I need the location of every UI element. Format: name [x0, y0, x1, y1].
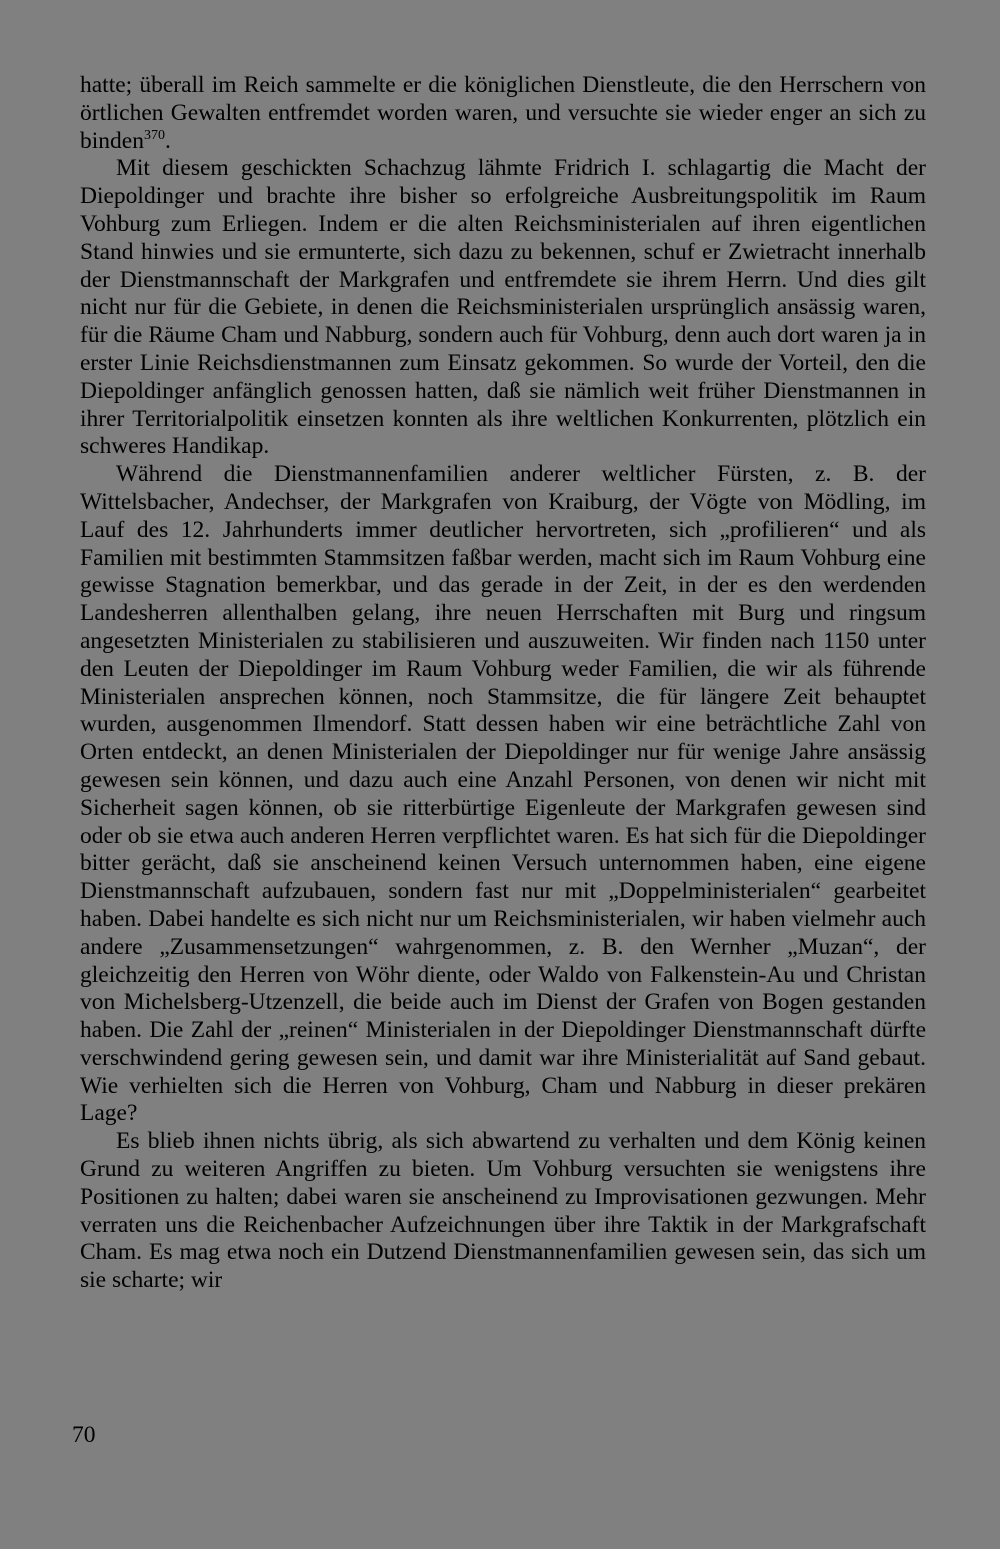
- paragraph-1-text: hatte; überall im Reich sammelte er die königlichen Dienstleute, die den Herrschern von örtlichen Gewalten entfremdet worden waren, und versuchte sie wieder enger an sich zu binden: [80, 72, 926, 154]
- page-body: [80, 72, 926, 1295]
- paragraph-3: Während die Dienstmannenfamilien anderer weltlicher Fürsten, z. B. der Wittelsbacher, Andechser, der Markgrafen von Kraiburg, der Vögte von Mödling, im Lauf des 12. Jahrhunderts immer deutlicher hervortreten, sich „profilieren“ und als Familien mit bestimmten Stammsitzen faßbar werden, macht sich im Raum Vohburg eine gewisse Stagnation bemerkbar, und das gerade in der Zeit, in der es den werdenden Landesherren allenthalben gelang, ihre neuen Herrschaften mit Burg und ringsum angesetzten Ministerialen zu stabilisieren und auszuweiten. Wir finden nach 1150 unter den Leuten der Diepoldinger im Raum Vohburg weder Familien, die wir als führende Ministerialen ansprechen können, noch Stammsitze, die für längere Zeit behauptet wurden, ausgenommen Ilmendorf. Statt dessen haben wir eine beträchtliche Zahl von Orten entdeckt, an denen Ministerialen der Diepoldinger nur für wenige Jahre ansässig gewesen sein können, und dazu auch eine Anzahl Personen, von denen wir nicht mit Sicherheit sagen können, ob sie ritterbürtige Eigenleute der Markgrafen gewesen sind oder ob sie etwa auch anderen Herren verpflichtet waren. Es hat sich für die Diepoldinger bitter gerächt, daß sie anscheinend keinen Versuch unternommen haben, eine eigene Dienstmannschaft aufzubauen, sondern fast nur mit „Doppelministerialen“ gearbeitet haben. Dabei handelte es sich nicht nur um Reichsministerialen, wir haben vielmehr auch andere „Zusammensetzungen“ wahrgenommen, z. B. den Wernher „Muzan“, der gleichzeitig den Herren von Wöhr diente, oder Waldo von Falkenstein-Au und Christan von Michelsberg-Utzenzell, die beide auch im Dienst der Grafen von Bogen gestanden haben. Die Zahl der „reinen“ Ministerialen in der Diepoldinger Dienstmannschaft dürfte verschwindend gering gewesen sein, und damit war ihre Ministerialität auf Sand gebaut. Wie verhielten sich die Herren von Vohburg, Cham und Nabburg in dieser prekären Lage?: [80, 461, 926, 1127]
- paragraph-2: Mit diesem geschickten Schachzug lähmte Fridrich I. schlagartig die Macht der Diepoldinger und brachte ihre bisher so erfolgreiche Ausbreitungspolitik im Raum Vohburg zum Erliegen. Indem er die alten Reichsministerialen auf ihren eigentlichen Stand hinwies und sie ermunterte, sich dazu zu bekennen, schuf er Zwietracht innerhalb der Dienstmannschaft der Markgrafen und entfremdete sie ihrem Herrn. Und dies gilt nicht nur für die Gebiete, in denen die Reichsministerialen ursprünglich ansässig waren, für die Räume Cham und Nabburg, sondern auch für Vohburg, denn auch dort waren ja in erster Linie Reichsdienstmannen zum Einsatz gekommen. So wurde der Vorteil, den die Diepoldinger anfänglich genossen hatten, daß sie nämlich weit früher Dienstmannen in ihrer Territorialpolitik einsetzen konnten als ihre weltlichen Konkurrenten, plötzlich ein schweres Handikap.: [80, 155, 926, 460]
- paragraph-1-text-end: .: [164, 127, 171, 154]
- paragraph-1: [80, 72, 926, 155]
- paragraph-4: Es blieb ihnen nichts übrig, als sich abwartend zu verhalten und dem König keinen Grund zu weiteren Angriffen zu bieten. Um Vohburg versuchten sie wenigstens ihre Positionen zu halten; dabei waren sie anscheinend zu Improvisationen gezwungen. Mehr verraten uns die Reichenbacher Aufzeichnungen über ihre Taktik in der Markgrafschaft Cham. Es mag etwa noch ein Dutzend Dienstmannenfamilien gewesen sein, das sich um sie scharte; wir: [80, 1128, 926, 1294]
- footnote-reference-370[interactable]: 370: [143, 127, 165, 143]
- page-number: 70: [72, 1422, 96, 1448]
